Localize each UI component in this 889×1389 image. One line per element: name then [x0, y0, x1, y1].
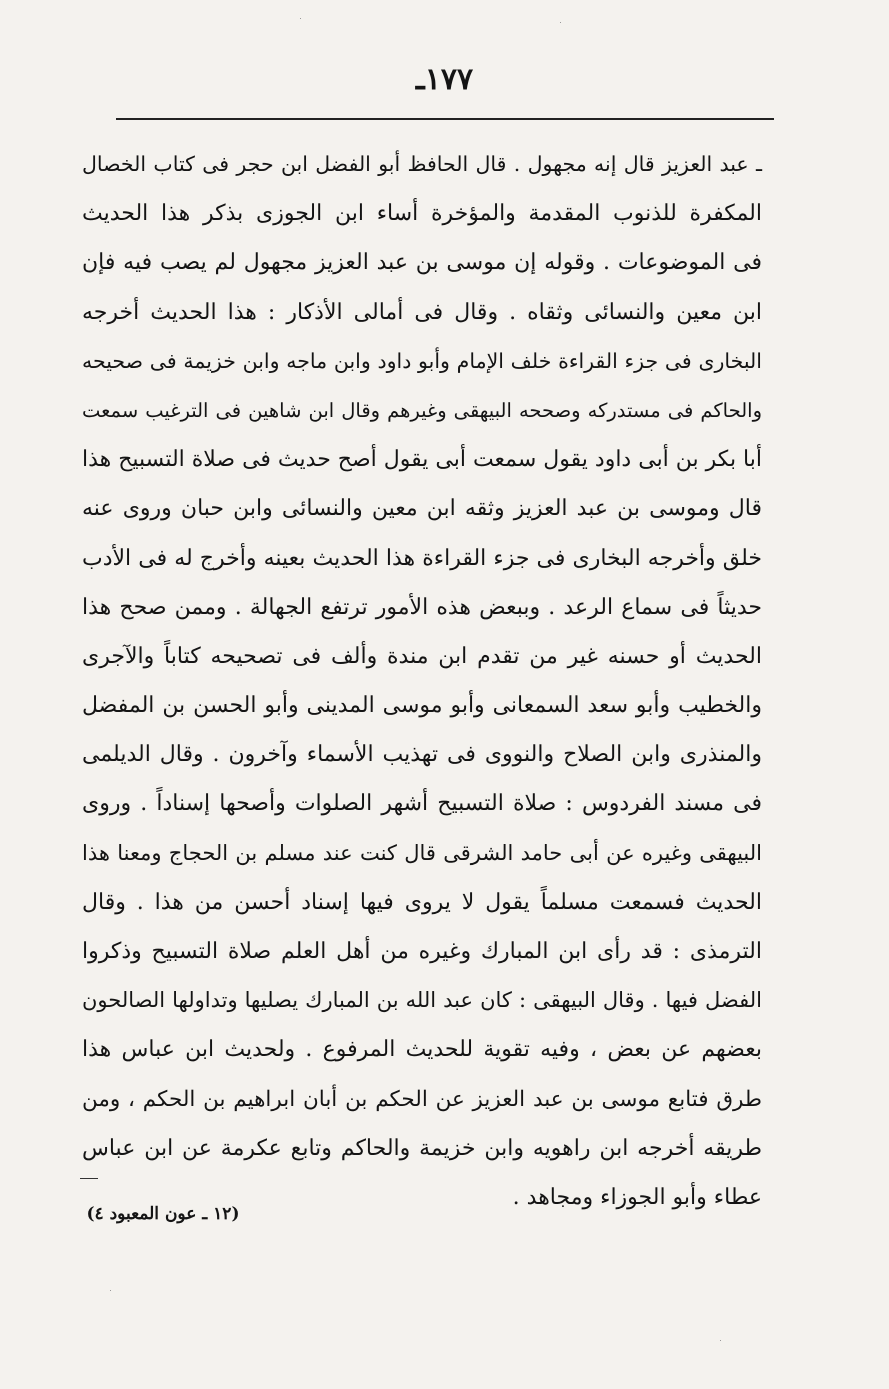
text-line: قال وموسى بن عبد العزيز وثقه ابن معين والنسائى وابن حبان وروى عنه	[82, 496, 762, 522]
text-line: البيهقى وغيره عن أبى حامد الشرقى قال كنت عند مسلم بن الحجاج ومعنا هذا	[82, 840, 762, 865]
text-line: الحديث فسمعت مسلماً يقول لا يروى فيها إسناد أحسن من هذا . وقال	[82, 889, 762, 915]
text-line: بعضهم عن بعض ، وفيه تقوية للحديث المرفوع . ولحديث ابن عباس هذا	[82, 1037, 762, 1063]
text-line: ـ عبد العزيز قال إنه مجهول . قال الحافظ أبو الفضل ابن حجر فى كتاب الخصال	[82, 152, 762, 176]
printer-signature: (١٢ ـ عون المعبود ٤)	[86, 1204, 240, 1224]
text-line: حديثاً فى سماع الرعد . وببعض هذه الأمور ترتفع الجهالة . وممن صحح هذا	[82, 594, 762, 620]
text-line: الفضل فيها . وقال البيهقى : كان عبد الله بن المبارك يصليها وتداولها الصالحون	[82, 988, 762, 1013]
paper-speck	[560, 22, 561, 23]
text-line: فى الموضوعات . وقوله إن موسى بن عبد العزيز مجهول لم يصب فيه فإن	[82, 250, 762, 276]
paper-speck	[110, 1290, 111, 1291]
text-line: المكفرة للذنوب المقدمة والمؤخرة أساء ابن الجوزى بذكر هذا الحديث	[82, 201, 762, 227]
text-line: البخارى فى جزء القراءة خلف الإمام وأبو داود وابن ماجه وابن خزيمة فى صحيحه	[82, 348, 762, 373]
text-line: الحديث أو حسنه غير من تقدم ابن مندة وألف فى تصحيحه كتاباً والآجرى	[82, 643, 762, 669]
text-line: والخطيب وأبو سعد السمعانى وأبو موسى المدينى وأبو الحسن بن المفضل	[82, 693, 762, 719]
text-line-last: عطاء وأبو الجوزاء ومجاهد .	[512, 1184, 762, 1210]
paper-speck	[720, 1340, 721, 1341]
text-line: ابن معين والنسائى وثقاه . وقال فى أمالى الأذكار : هذا الحديث أخرجه	[82, 299, 762, 325]
text-line: طريقه أخرجه ابن راهويه وابن خزيمة والحاكم وتابع عكرمة عن ابن عباس	[82, 1135, 762, 1161]
text-line: أبا بكر بن أبى داود يقول سمعت أبى يقول أصح حديث فى صلاة التسبيح هذا	[81, 447, 762, 473]
body-text	[82, 140, 762, 1222]
text-line: والمنذرى وابن الصلاح والنووى فى تهذيب الأسماء وآخرون . وقال الديلمى	[82, 742, 762, 768]
text-line: طرق فتابع موسى بن عبد العزيز عن الحكم بن أبان ابراهيم بن الحكم ، ومن	[82, 1086, 762, 1112]
text-line: فى مسند الفردوس : صلاة التسبيح أشهر الصلوات وأصحها إسناداً . وروى	[82, 791, 762, 817]
text-line: الترمذى : قد رأى ابن المبارك وغيره من أهل العلم صلاة التسبيح وذكروا	[82, 939, 762, 964]
text-line: خلق وأخرجه البخارى فى جزء القراءة هذا الحديث بعينه وأخرج له فى الأدب	[82, 545, 762, 571]
text-line: والحاكم فى مستدركه وصححه البيهقى وغيرهم وقال ابن شاهين فى الترغيب سمعت	[82, 398, 762, 422]
header-rule	[116, 118, 774, 120]
paper-speck	[300, 18, 301, 19]
signature-dash	[80, 1178, 98, 1179]
page-number: ١٧٧ـ	[415, 62, 474, 97]
